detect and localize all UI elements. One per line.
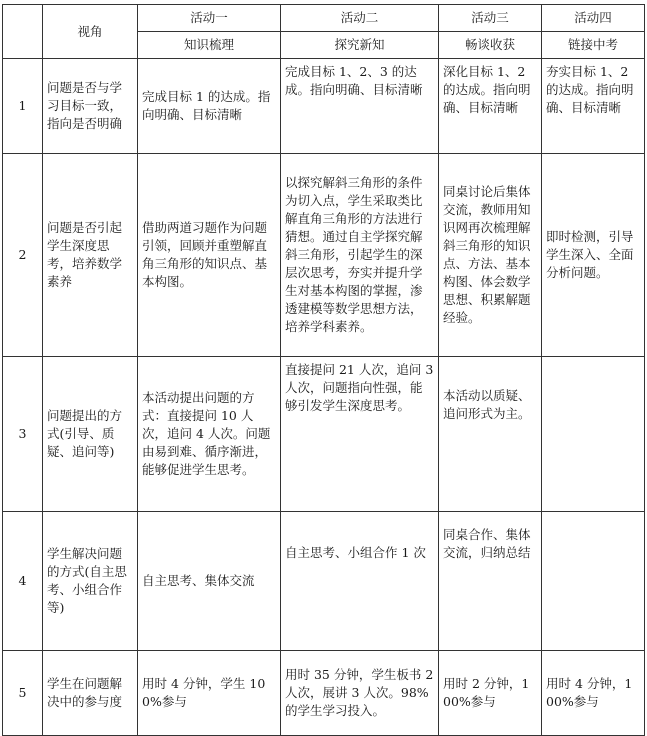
header-activity-4-subtitle: 链接中考 <box>542 32 645 59</box>
cell-activity-2: 以探究解斜三角形的条件为切入点，学生采取类比解直角三角形的方法进行猜想。通过自主学探究解斜三角形，引起学生的深层次思考，夯实并提升学生对基本构图的掌握，渗透建模等数学思想方法，培养学科素养。 <box>281 154 439 357</box>
analysis-table <box>2 4 645 736</box>
header-number-cell <box>3 5 43 59</box>
cell-activity-4: 即时检测，引导学生深入、全面分析问题。 <box>542 154 645 357</box>
cell-activity-2: 完成目标 1、2、3 的达成。指向明确、目标清晰 <box>281 59 439 154</box>
table-row <box>3 357 645 512</box>
cell-activity-3: 同桌讨论后集体交流，教师用知识网再次梳理解斜三角形的知识点、方法、基本构图、体会数学思想、积累解题经验。 <box>439 154 542 357</box>
header-activity-2-title: 活动二 <box>281 5 439 32</box>
cell-activity-4 <box>542 512 645 651</box>
cell-activity-1: 本活动提出问题的方式：直接提问 10 人次，追问 4 人次。问题由易到难、循序渐进，能够促进学生思考。 <box>138 357 281 512</box>
table-row <box>3 154 645 357</box>
row-number: 4 <box>3 512 43 651</box>
cell-activity-2: 用时 35 分钟，学生板书 2 人次，展讲 3 人次。98%的学生学习投入。 <box>281 651 439 736</box>
cell-activity-1: 用时 4 分钟，学生 100%参与 <box>138 651 281 736</box>
header-activity-1-title: 活动一 <box>138 5 281 32</box>
row-perspective: 学生解决问题的方式(自主思考、小组合作等) <box>43 512 138 651</box>
row-number: 2 <box>3 154 43 357</box>
row-number: 5 <box>3 651 43 736</box>
table-row <box>3 651 645 736</box>
cell-activity-2: 自主思考、小组合作 1 次 <box>281 512 439 651</box>
cell-activity-4: 用时 4 分钟，100%参与 <box>542 651 645 736</box>
header-activity-2-subtitle: 探究新知 <box>281 32 439 59</box>
cell-activity-3: 用时 2 分钟，100%参与 <box>439 651 542 736</box>
header-activity-4-title: 活动四 <box>542 5 645 32</box>
cell-activity-3: 同桌合作、集体交流，归纳总结 <box>439 512 542 651</box>
table-row <box>3 59 645 154</box>
cell-activity-2: 直接提问 21 人次，追问 3 人次，问题指向性强，能够引发学生深度思考。 <box>281 357 439 512</box>
cell-activity-3: 本活动以质疑、追问形式为主。 <box>439 357 542 512</box>
row-perspective: 问题是否引起学生深度思考，培养数学素养 <box>43 154 138 357</box>
row-number: 1 <box>3 59 43 154</box>
row-perspective: 问题是否与学习目标一致，指向是否明确 <box>43 59 138 154</box>
cell-activity-4: 夯实目标 1、2 的达成。指向明确、目标清晰 <box>542 59 645 154</box>
header-perspective: 视角 <box>43 5 138 59</box>
cell-activity-1: 自主思考、集体交流 <box>138 512 281 651</box>
cell-activity-4 <box>542 357 645 512</box>
row-perspective: 学生在问题解决中的参与度 <box>43 651 138 736</box>
table-row <box>3 512 645 651</box>
row-number: 3 <box>3 357 43 512</box>
cell-activity-3: 深化目标 1、2 的达成。指向明确、目标清晰 <box>439 59 542 154</box>
row-perspective: 问题提出的方式(引导、质疑、追问等) <box>43 357 138 512</box>
header-activity-1-subtitle: 知识梳理 <box>138 32 281 59</box>
cell-activity-1: 借助两道习题作为问题引领，回顾并重塑解直角三角形的知识点、基本构图。 <box>138 154 281 357</box>
header-activity-3-subtitle: 畅谈收获 <box>439 32 542 59</box>
header-activity-3-title: 活动三 <box>439 5 542 32</box>
cell-activity-1: 完成目标 1 的达成。指向明确、目标清晰 <box>138 59 281 154</box>
